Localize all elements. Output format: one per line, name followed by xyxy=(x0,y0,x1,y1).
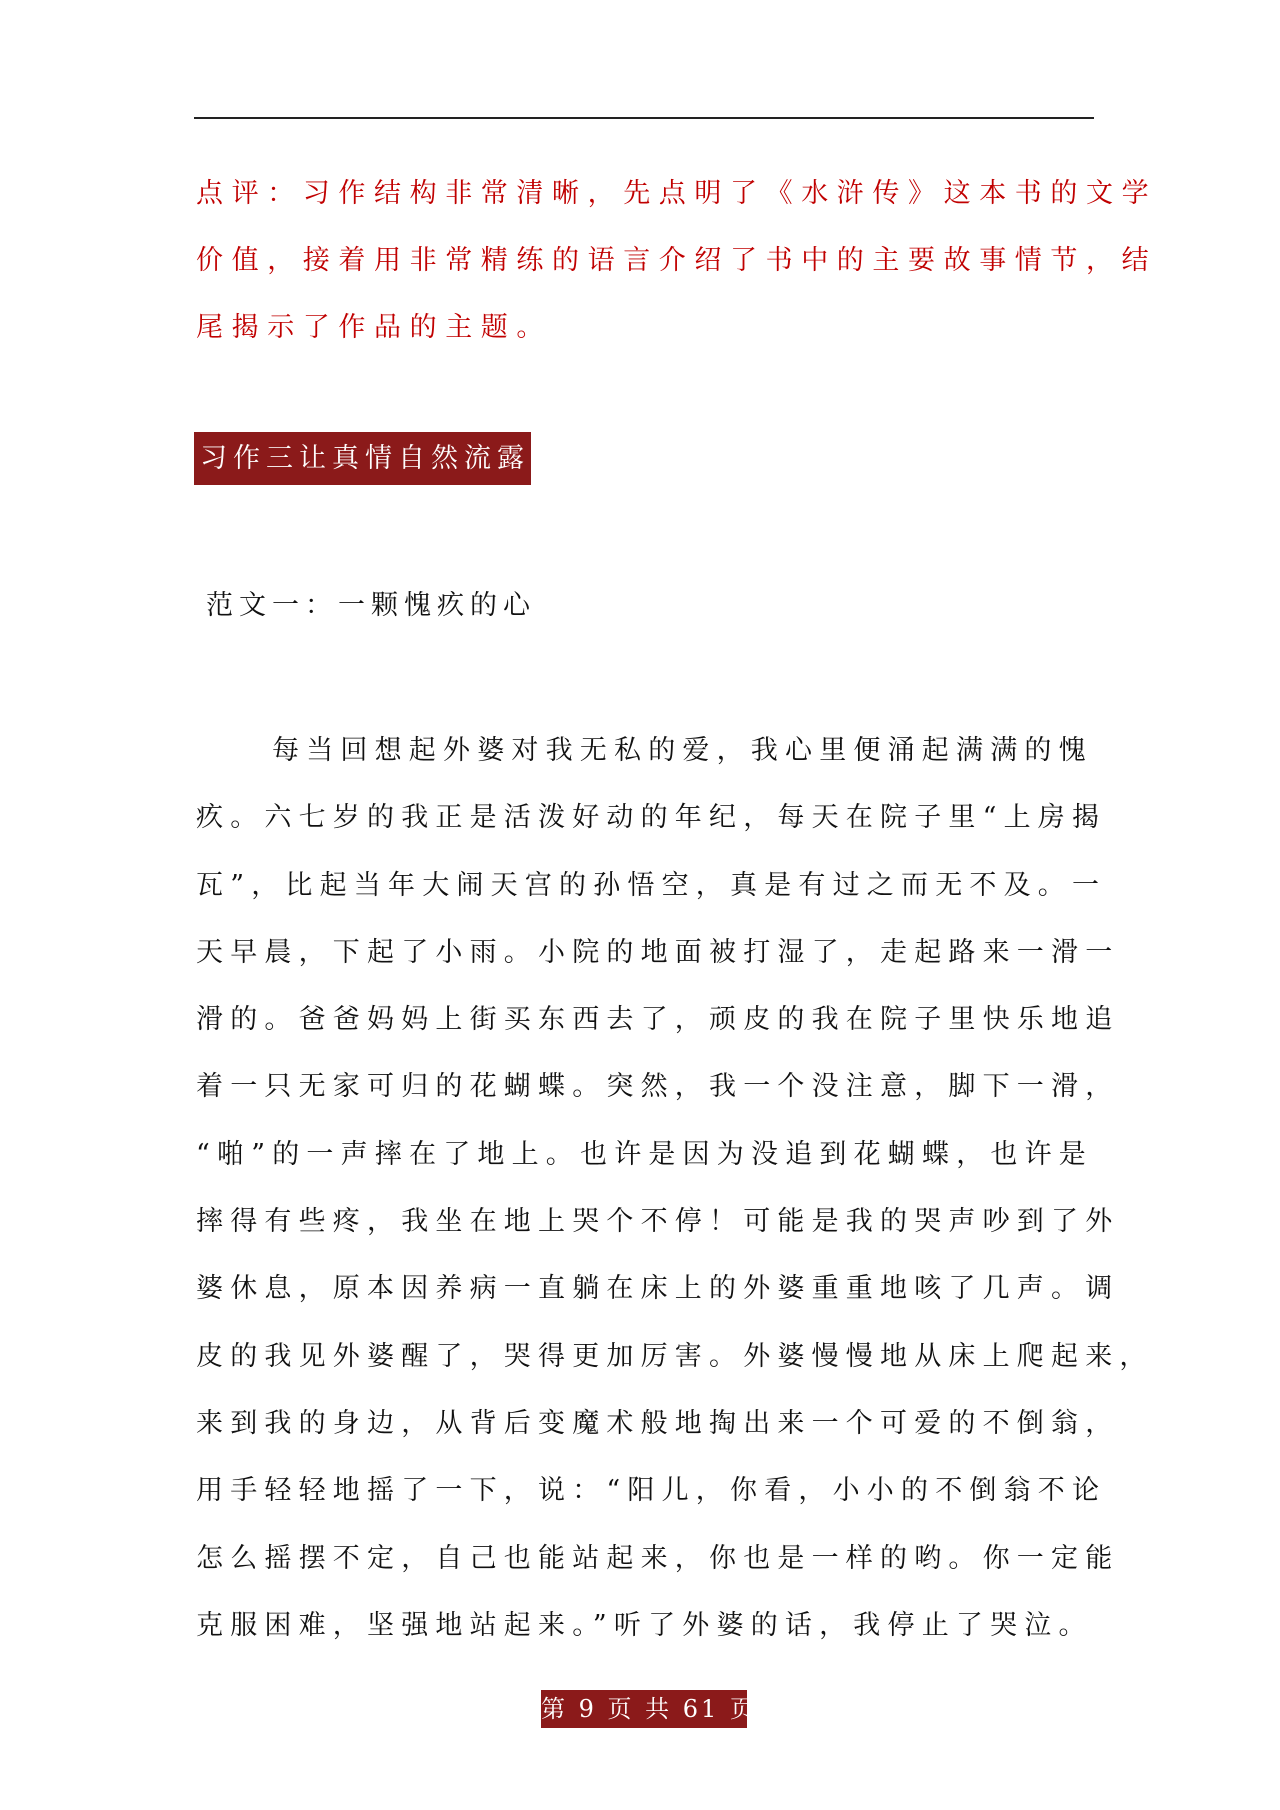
comment-line: 尾揭示了作品的主题。 xyxy=(196,312,552,343)
essay-line: 来到我的身边，从背后变魔术般地掏出来一个可爱的不倒翁， xyxy=(196,1407,1120,1439)
header-rule xyxy=(194,117,1094,119)
essay-line: 着一只无家可归的花蝴蝶。突然，我一个没注意，脚下一滑， xyxy=(196,1071,1120,1103)
essay-line: 疚。六七岁的我正是活泼好动的年纪，每天在院子里“上房揭 xyxy=(196,802,1107,834)
comment-line: 点评：习作结构非常清晰，先点明了《水浒传》这本书的文学 xyxy=(196,178,1158,209)
essay-line: 滑的。爸爸妈妈上街买东西去了，顽皮的我在院子里快乐地追 xyxy=(196,1004,1120,1036)
essay-line: 怎么摇摆不定，自己也能站起来，你也是一样的哟。你一定能 xyxy=(196,1542,1120,1574)
essay-line: 皮的我见外婆醒了，哭得更加厉害。外婆慢慢地从床上爬起来， xyxy=(196,1340,1154,1372)
essay-line: 婆休息，原本因养病一直躺在床上的外婆重重地咳了几声。调 xyxy=(196,1273,1120,1305)
essay-line: 用手轻轻地摇了一下，说：“阳儿，你看，小小的不倒翁不论 xyxy=(196,1475,1107,1507)
page-number-footer: 第 9 页 共 61 页 xyxy=(541,1690,747,1728)
review-comment xyxy=(196,160,1158,361)
essay-line: 克服困难，坚强地站起来。”听了外婆的话，我停止了哭泣。 xyxy=(196,1609,1093,1641)
comment-line: 价值，接着用非常精练的语言介绍了书中的主要故事情节，结 xyxy=(196,245,1158,276)
essay-body xyxy=(196,717,1154,1659)
essay-line: 天早晨，下起了小雨。小院的地面被打湿了，走起路来一滑一 xyxy=(196,936,1120,968)
section-heading: 习作三让真情自然流露 xyxy=(194,432,531,485)
essay-line: 摔得有些疼，我坐在地上哭个不停！可能是我的哭声吵到了外 xyxy=(196,1206,1120,1238)
essay-line: “啪”的一声摔在了地上。也许是因为没追到花蝴蝶，也许是 xyxy=(196,1138,1094,1170)
essay-line: 瓦”，比起当年大闹天宫的孙悟空，真是有过之而无不及。一 xyxy=(196,869,1107,901)
essay-line: 每当回想起外婆对我无私的爱，我心里便涌起满满的愧 xyxy=(272,735,1093,766)
essay-title: 范文一：一颗愧疚的心 xyxy=(206,590,536,621)
